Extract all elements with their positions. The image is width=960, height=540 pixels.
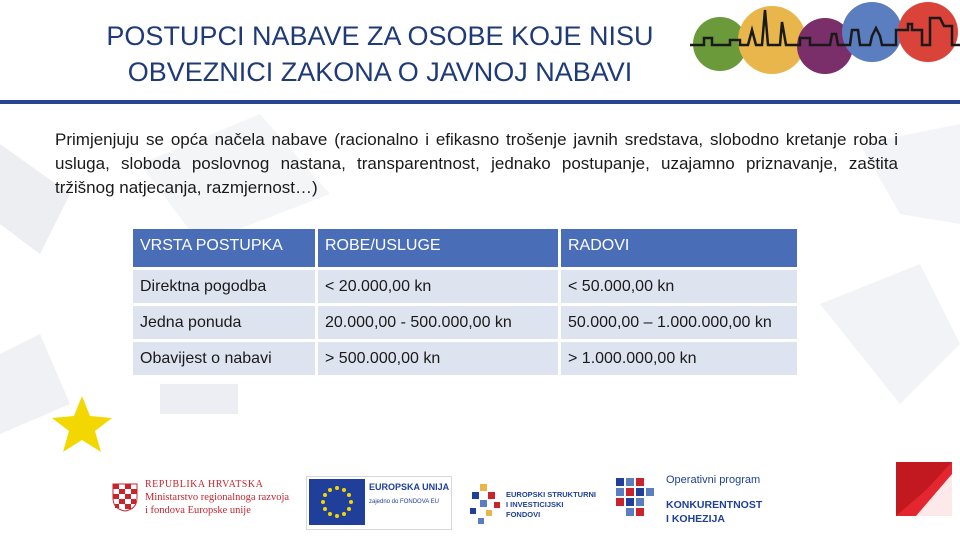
title-line-2: OBVEZNICI ZAKONA O JAVNOJ NABAVI	[127, 57, 633, 87]
op-title	[666, 498, 762, 526]
esi-line-1: EUROPSKI STRUKTURNI	[506, 490, 597, 499]
table-row	[133, 270, 797, 303]
rh-line-1: REPUBLIKA HRVATSKA	[145, 479, 264, 490]
table-cell: 50.000,00 – 1.000.000,00 kn	[561, 306, 797, 339]
eu-title: EUROPSKA UNIJA	[369, 482, 450, 492]
title-line-1: POSTUPCI NABAVE ZA OSOBE KOJE NISU	[106, 21, 654, 51]
croatian-coat-of-arms-icon	[112, 480, 138, 512]
table-header-row	[133, 229, 797, 267]
table-cell: > 500.000,00 kn	[318, 342, 558, 375]
header-rule	[0, 100, 960, 104]
city-skyline-logo	[690, 0, 960, 100]
table-row	[133, 306, 797, 339]
op-line-3: I KOHEZIJA	[666, 513, 725, 525]
table-cell: > 1.000.000,00 kn	[561, 342, 797, 375]
croatia-ministry-logo	[110, 476, 310, 526]
operational-programme-logo	[614, 472, 784, 530]
op-line-1: Operativni program	[666, 474, 761, 486]
ministry-text	[145, 478, 289, 517]
table-cell: 20.000,00 - 500.000,00 kn	[318, 306, 558, 339]
esi-squares-icon	[466, 482, 504, 526]
op-grid-icon	[614, 476, 660, 526]
eu-subtitle: zajedno do FONDOVA EU	[369, 499, 439, 505]
table-cell: Obavijest o nabavi	[133, 342, 315, 375]
table-cell: < 50.000,00 kn	[561, 270, 797, 303]
header	[0, 0, 960, 104]
esi-funds-logo	[466, 476, 596, 530]
esi-line-2: I INVESTICIJSKI FONDOVI	[506, 500, 564, 519]
footer-logos	[0, 462, 960, 540]
eu-logo	[306, 476, 452, 530]
procurement-table	[130, 226, 800, 378]
table-row	[133, 342, 797, 375]
page-title	[30, 18, 730, 90]
op-line-2: KONKURENTNOST	[666, 499, 763, 511]
esi-text	[506, 490, 596, 520]
rh-line-3: i fondova Europske unije	[145, 505, 251, 516]
corner-logo-icon	[896, 462, 952, 516]
rh-line-2: Ministarstvo regionalnoga razvoja	[145, 492, 290, 503]
intro-paragraph: Primjenjuju se opća načela nabave (racionalno i efikasno trošenje javnih sredstava, slobodno kretanje roba i usluga, sloboda poslovnog nastana, transparentnost, jednako postupanje, uzajamno priznavanje, zaštita tržišnog natjecanja, razmjernost…)	[55, 130, 898, 197]
table-cell: Direktna pogodba	[133, 270, 315, 303]
red-circle	[898, 2, 958, 62]
header-cell-goods-services: ROBE/USLUGE	[318, 229, 558, 267]
header-cell-type: VRSTA POSTUPKA	[133, 229, 315, 267]
eu-flag-icon	[309, 479, 365, 525]
header-cell-works: RADOVI	[561, 229, 797, 267]
table-cell: Jedna ponuda	[133, 306, 315, 339]
table-cell: < 20.000,00 kn	[318, 270, 558, 303]
